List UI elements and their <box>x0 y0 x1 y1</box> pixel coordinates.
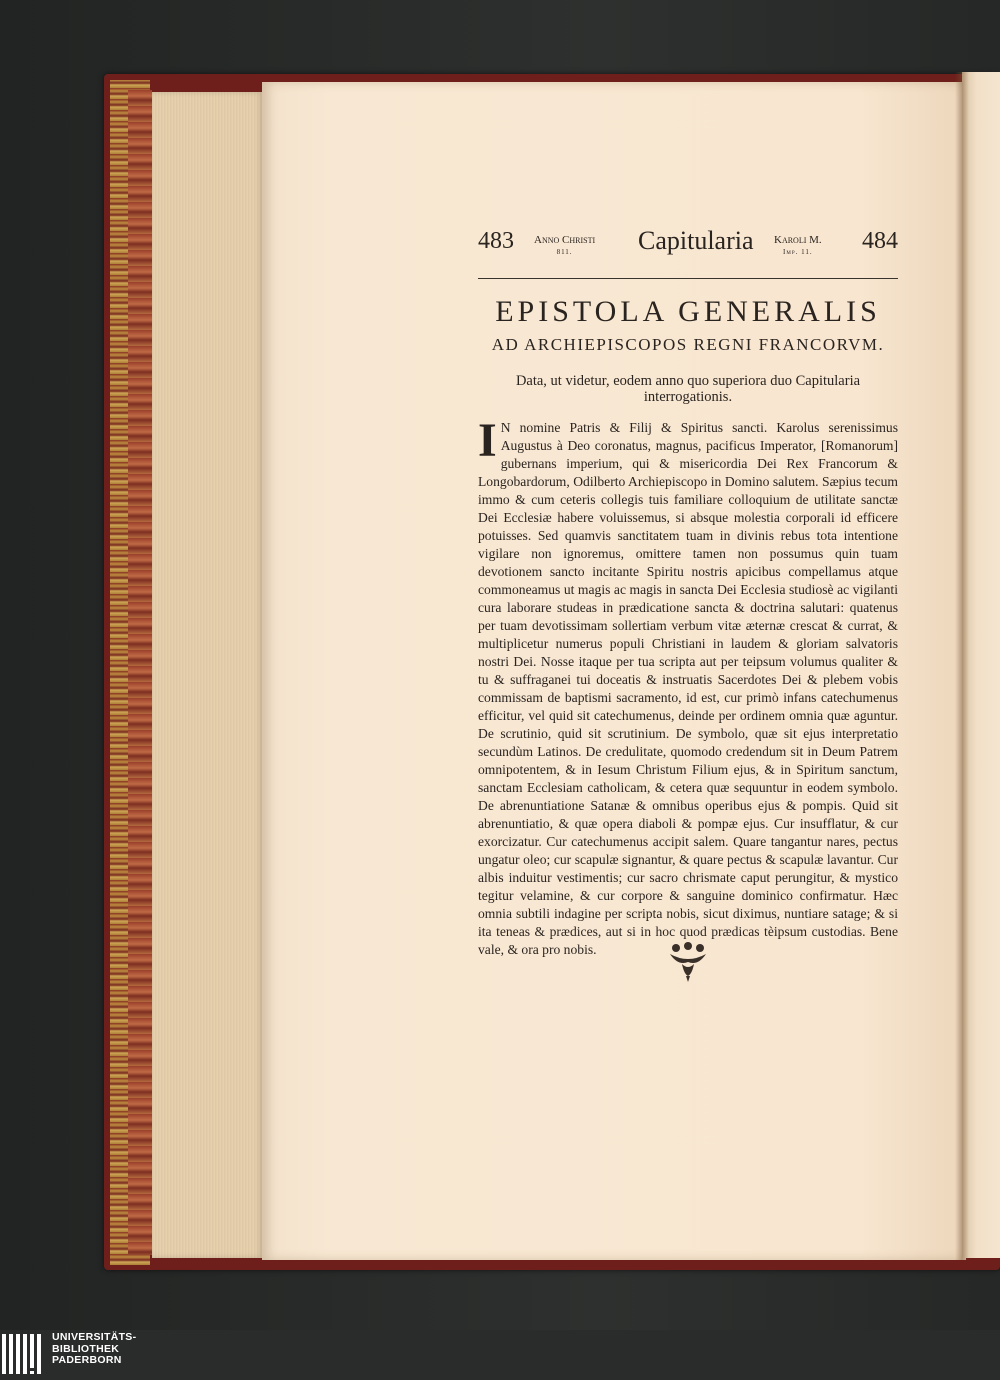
document-subtitle: AD ARCHIEPISCOPOS REGNI FRANCORVM. <box>491 335 885 354</box>
logo-line-1: UNIVERSITÄTS- <box>52 1331 137 1343</box>
logo-line-2: BIBLIOTHEK <box>52 1342 120 1355</box>
body-text: N nomine Patris & Filij & Spiritus sancti. Karolus serenissimus Augustus à Deo coronatus, magnus, pacificus Imperator, [Romanorum] gubernans imperium, qui & misericordia Dei Rex Francorum & Longobardorum, Odilberto Archiepiscopo in Domino salutem. Sæpius tecum immo & cum ceteris collegis tuis familiare colloquium de utilitate sanctæ Dei Ecclesiæ habere voluissemus, si absque molestia corporali id efficere potuisses. Sed quamvis sanctitatem tuam in divinis rebus tota intentione vigilare non ignoremus, omittere tamen non possumus quin tuam devotionem sancto incitante Spiritu nostris apicibus compellamus atque commoneamus ut magis ac magis in sancta Dei Ecclesia studiosè ac vigilanti cura laborare studeas in prædicatione sancta & doctrina salutari: quatenus per tuam devotissimam sollertiam verbum vitæ æternæ crescat & currat, & multiplicetur numerus populi Christiani in laudem & gloriam salvatoris nostri Dei. Nosse itaque per tua scripta aut per teipsum volumus qualiter & tu & suffraganei tui doceatis & instruatis Sacerdotes Dei & plebem vobis commissam de baptismi sacramento, id est, cur primò infans catechumenus efficitur, vel quid sit catechumenus, deinde per ordinem omnia quæ aguntur. De scrutinio, quid sit scrutinium. De symbolo, quæ sit ejus interpretatio secundùm Latinos. De credulitate, quomodo credendum sit in Deum Patrem omnipotentem, & in Iesum Christum Filium ejus, & in Spiritum sanctum, sanctam Ecclesiam catholicam, & cetera quæ sequuntur in eodem symbolo. De abrenuntiatione Satanæ & omnibus operibus ejus & pompis. Quid sit abrenuntiatio, & quæ opera diaboli & pompæ ejus. Cur insufflatur, & cur exorcizatur. Cur catechumenus accipit salem. Quare tangantur nares, pectus ungatur oleo; cur scapulæ signantur, & quare pectus & scapulæ lavantur. Cur albis induitur vestimentis; cur sacro chrismate caput perungitur, & mystico tegitur velamine, & cur corpore & sanguine dominico confirmatur. Hæc omnia subtili indagine per scripta nobis, sicut diximus, nuntiare satage; & si ita teneas & prædices, aut si in hoc quod prædicas tèipsum custodias. Bene vale, & ora pro nobis. <box>478 420 898 957</box>
page-stack-edge <box>152 92 264 1258</box>
document-body <box>478 414 898 959</box>
running-head-left <box>534 234 595 258</box>
drop-cap: I <box>478 414 497 467</box>
running-head-right <box>774 234 822 258</box>
library-logo-icon <box>2 1334 46 1378</box>
document-intro: Data, ut videtur, eodem anno quo superiora duo Capitularia interrogationis. <box>515 373 861 405</box>
logo-line-3: PADERBORN <box>52 1354 122 1366</box>
page-number-right: 484 <box>862 228 898 254</box>
fleuron-icon <box>664 940 712 984</box>
page-number-left: 483 <box>478 228 514 254</box>
library-footer <box>0 1330 1000 1380</box>
running-head-right-sub: Imp. 11. <box>783 248 813 256</box>
gutter-shadow <box>955 72 969 1260</box>
running-title: Capitularia <box>638 226 754 255</box>
running-head-right-label: Karoli M. <box>774 234 822 246</box>
running-head-left-label: Anno Christi <box>534 234 596 246</box>
marbled-endpaper <box>128 90 152 1255</box>
running-header <box>478 226 898 264</box>
running-head-left-year: 811. <box>556 248 573 256</box>
text-column <box>478 226 898 959</box>
document-title: EPISTOLA GENERALIS <box>495 295 881 328</box>
header-rule <box>478 278 898 279</box>
library-logo-text <box>52 1332 136 1367</box>
